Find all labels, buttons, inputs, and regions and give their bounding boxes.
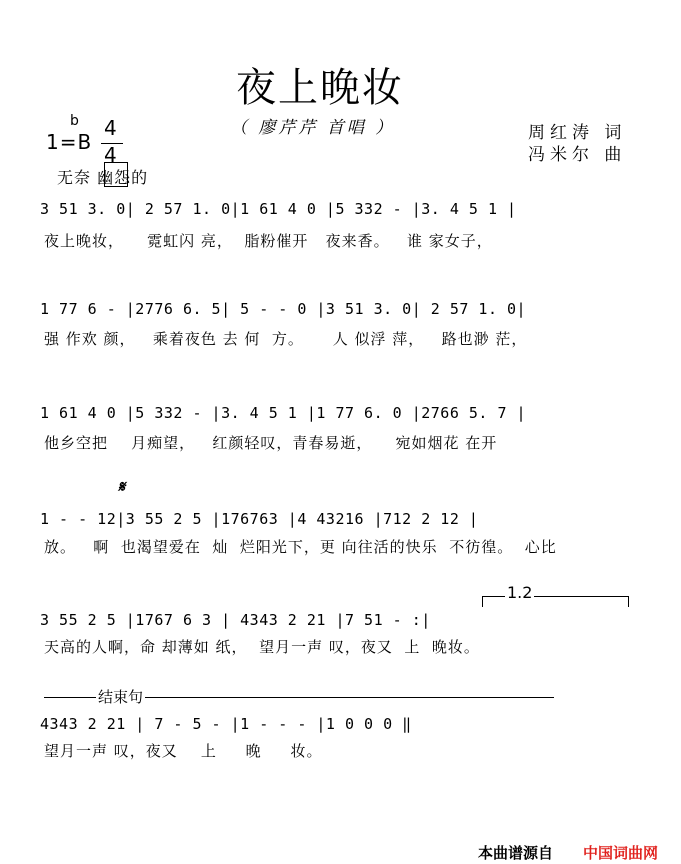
composer-credit: 冯米尔 曲 — [528, 145, 627, 165]
volta-label: 1.2 — [507, 583, 533, 602]
key-signature: 1=B — [46, 130, 93, 154]
flat-accidental: b — [70, 113, 79, 129]
expression-box — [104, 162, 128, 187]
source-site-link[interactable]: 中国词曲网 — [583, 844, 659, 862]
lyrics-row: 放。 啊 也渴望爱在 灿 烂阳光下，更 向往活的快乐 不彷徨。 心比 — [44, 538, 557, 556]
singer-credit: （ 廖芹芹 首唱 ） — [230, 118, 396, 138]
notes-row: 3 51 3. 0| 2 57 1. 0|1 61 4 0 |5 332 - |3. 4 5 1 | — [40, 200, 517, 218]
lyrics-row: 他乡空把 月痴望， 红颜轻叹，青春易逝， 宛如烟花 在开 — [44, 434, 498, 452]
lyricist-credit: 周红涛 词 — [528, 123, 627, 143]
segno-sign: 𝄋 — [118, 477, 125, 496]
lyrics-row: 天高的人啊，命 却薄如 纸， 望月一声 叹，夜又 上 晚妆。 — [44, 638, 480, 656]
song-title: 夜上晚妆 — [236, 65, 404, 111]
lyrics-row: 夜上晚妆， 霓虹闪 亮， 脂粉催开 夜来香。 谁 家女子， — [44, 232, 493, 250]
notes-row: 1 61 4 0 |5 332 - |3. 4 5 1 |1 77 6. 0 |2766 5. 7 | — [40, 404, 527, 422]
ending-label: 结束句 — [98, 688, 144, 706]
time-signature-bottom: 4 — [104, 143, 117, 167]
notes-row: 3 55 2 5 |1767 6 3 | 4343 2 21 |7 51 - :| — [40, 611, 431, 629]
time-signature-top: 4 — [104, 116, 117, 140]
notes-row: 4343 2 21 | 7 - 5 - |1 - - - |1 0 0 0 ‖ — [40, 715, 412, 733]
notes-row: 1 77 6 - |2776 6. 5| 5 - - 0 |3 51 3. 0| 2 57 1. 0| — [40, 300, 527, 318]
notes-row: 1 - - 12|3 55 2 5 |176763 |4 43216 |712 2 12 | — [40, 510, 479, 528]
lyrics-row: 强 作欢 颜， 乘着夜色 去 何 方。 人 似浮 萍， 路也渺 茫， — [44, 330, 528, 348]
source-prefix: 本曲谱源自 — [478, 844, 554, 862]
expression-mark: 无奈 幽怨的 — [57, 168, 149, 187]
lyrics-row: 望月一声 叹，夜又 上 晚 妆。 — [44, 742, 323, 760]
